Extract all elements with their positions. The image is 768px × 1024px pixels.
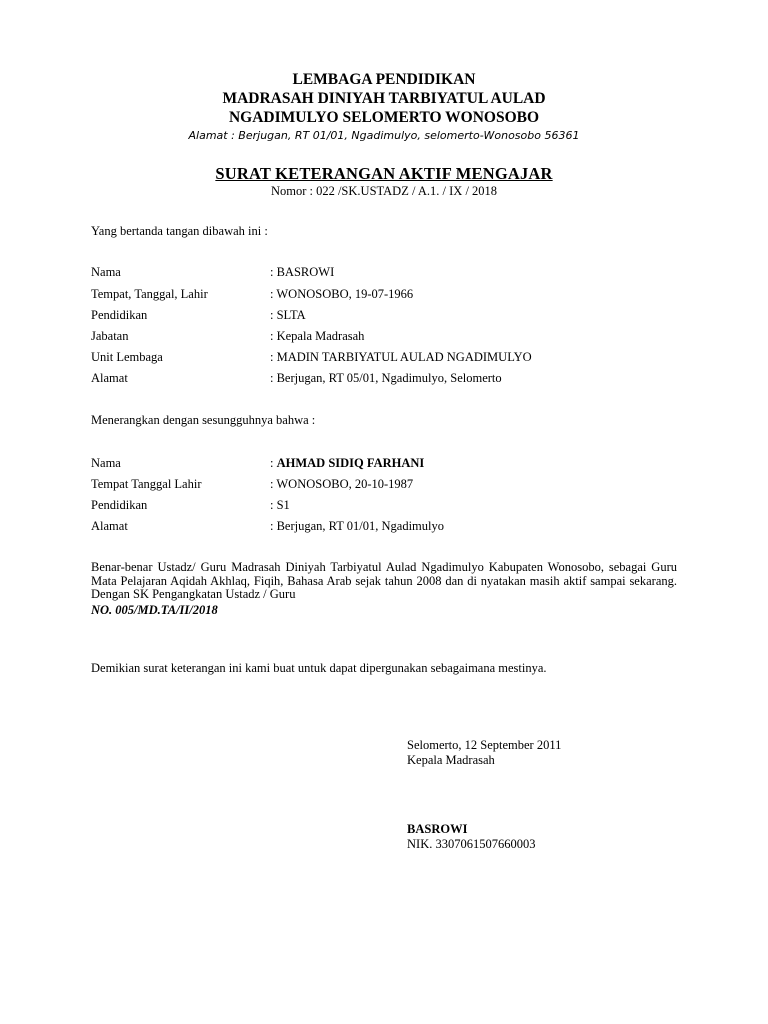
institution-line-3: NGADIMULYO SELOMERTO WONOSOBO	[228, 109, 540, 126]
field-value: : Berjugan, RT 01/01, Ngadimulyo	[270, 519, 445, 533]
document-title: SURAT KETERANGAN AKTIF MENGAJAR	[215, 164, 553, 183]
institution-line-1: LEMBAGA PENDIDIKAN	[292, 71, 476, 88]
field-label: Nama	[91, 456, 121, 470]
signer-row-birth	[91, 286, 691, 303]
field-value	[270, 455, 424, 472]
statement-text: Menerangkan dengan sesungguhnya bahwa :	[91, 413, 316, 427]
field-value: : Kepala Madrasah	[270, 329, 365, 343]
field-label: Tempat, Tanggal, Lahir	[91, 287, 208, 301]
field-label: Tempat Tanggal Lahir	[91, 477, 202, 491]
closing-text: Demikian surat keterangan ini kami buat untuk dapat dipergunakan sebagaimana mestinya.	[91, 661, 547, 675]
field-value: : BASROWI	[270, 265, 335, 279]
signer-row-address	[91, 370, 691, 387]
institution-address: Alamat : Berjugan, RT 01/01, Ngadimulyo, selomerto-Wonosobo 56361	[188, 129, 580, 142]
field-value: : SLTA	[270, 308, 306, 322]
document-number: Nomor : 022 /SK.USTADZ / A.1. / IX / 2018	[270, 184, 498, 198]
subject-row-address	[91, 518, 691, 535]
letterhead	[0, 70, 768, 144]
field-label: Jabatan	[91, 329, 129, 343]
teacher-name: AHMAD SIDIQ FARHANI	[276, 456, 425, 470]
field-label: Pendidikan	[91, 308, 148, 322]
field-value: : WONOSOBO, 19-07-1966	[270, 287, 414, 301]
signature-place-date: Selomerto, 12 September 2011	[407, 738, 562, 752]
field-value: : S1	[270, 498, 290, 512]
institution-line-2: MADRASAH DINIYAH TARBIYATUL AULAD	[222, 90, 546, 107]
intro-text: Yang bertanda tangan dibawah ini :	[91, 224, 268, 238]
signature-position: Kepala Madrasah	[407, 753, 495, 767]
body-paragraph: Benar-benar Ustadz/ Guru Madrasah Diniyah Tarbiyatul Aulad Ngadimulyo Kabupaten Wonosobo, sebagai Guru Mata Pelajaran Aqidah Akhlaq, Fiqih, Bahasa Arab sejak tahun 2008 dan di nyatakan masih aktif sampai sekarang. Dengan SK Pengangkatan Ustadz / Guru	[91, 560, 677, 602]
sk-number: NO. 005/MD.TA/II/2018	[91, 603, 218, 617]
field-colon: :	[270, 456, 277, 470]
subject-row-birth	[91, 476, 691, 493]
signature-nik: NIK. 3307061507660003	[407, 837, 536, 851]
field-value: : Berjugan, RT 05/01, Ngadimulyo, Selomerto	[270, 371, 502, 385]
field-label: Pendidikan	[91, 498, 148, 512]
field-value: : MADIN TARBIYATUL AULAD NGADIMULYO	[270, 350, 532, 364]
signer-row-name	[91, 264, 691, 281]
document-title-block	[0, 163, 768, 198]
field-value: : WONOSOBO, 20-10-1987	[270, 477, 414, 491]
field-label: Nama	[91, 265, 121, 279]
signer-row-position	[91, 328, 691, 345]
subject-row-education	[91, 497, 691, 514]
field-label: Unit Lembaga	[91, 350, 163, 364]
field-label: Alamat	[91, 519, 128, 533]
field-label: Alamat	[91, 371, 128, 385]
signer-row-education	[91, 307, 691, 324]
signer-row-unit	[91, 349, 691, 366]
signature-name: BASROWI	[407, 822, 468, 836]
subject-row-name	[91, 455, 691, 472]
